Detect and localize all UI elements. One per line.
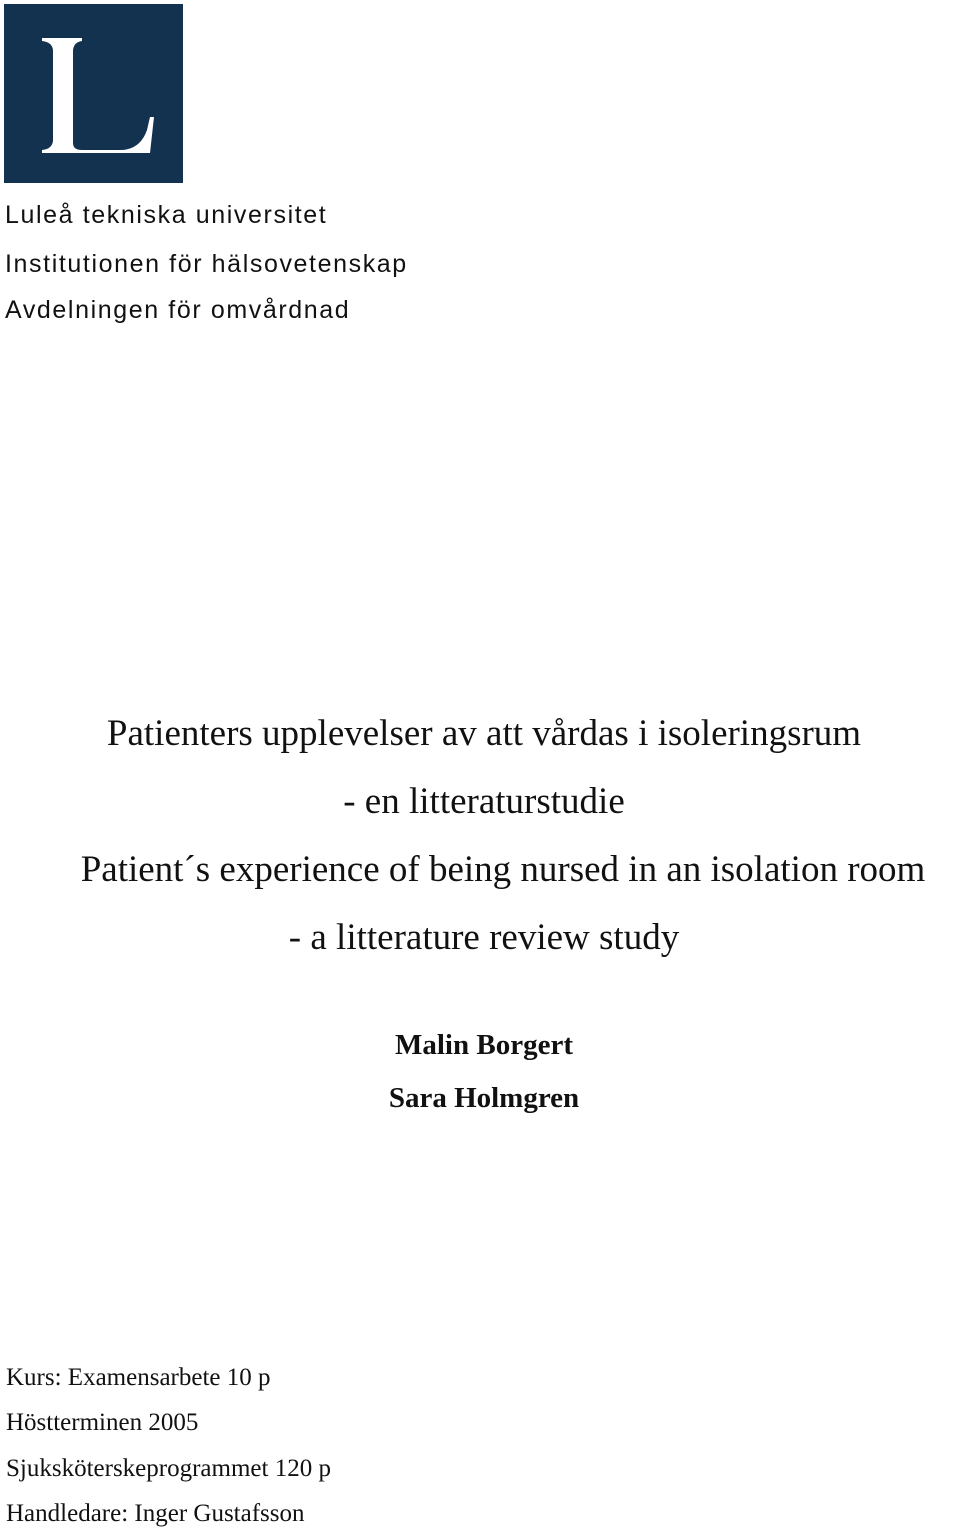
division-name: Avdelningen för omvårdnad — [5, 296, 351, 324]
logo-letter-l — [4, 4, 183, 183]
swedish-title: Patienters upplevelser av att vårdas i isoleringsrum — [106, 713, 862, 754]
supervisor-line: Handledare: Inger Gustafsson — [6, 1500, 305, 1527]
course-line: Kurs: Examensarbete 10 p — [6, 1364, 271, 1391]
university-logo — [4, 4, 183, 183]
programme-line: Sjuksköterskeprogrammet 120 p — [6, 1455, 331, 1482]
english-subtitle: - a litterature review study — [288, 917, 680, 958]
english-title: Patient´s experience of being nursed in an isolation room — [80, 849, 926, 890]
swedish-subtitle: - en litteraturstudie — [343, 781, 625, 822]
institution-name: Institutionen för hälsovetenskap — [5, 250, 408, 278]
author-name: Malin Borgert — [395, 1029, 573, 1061]
university-name: Luleå tekniska universitet — [5, 201, 328, 229]
term-line: Höstterminen 2005 — [6, 1409, 199, 1436]
author-name: Sara Holmgren — [388, 1082, 580, 1114]
